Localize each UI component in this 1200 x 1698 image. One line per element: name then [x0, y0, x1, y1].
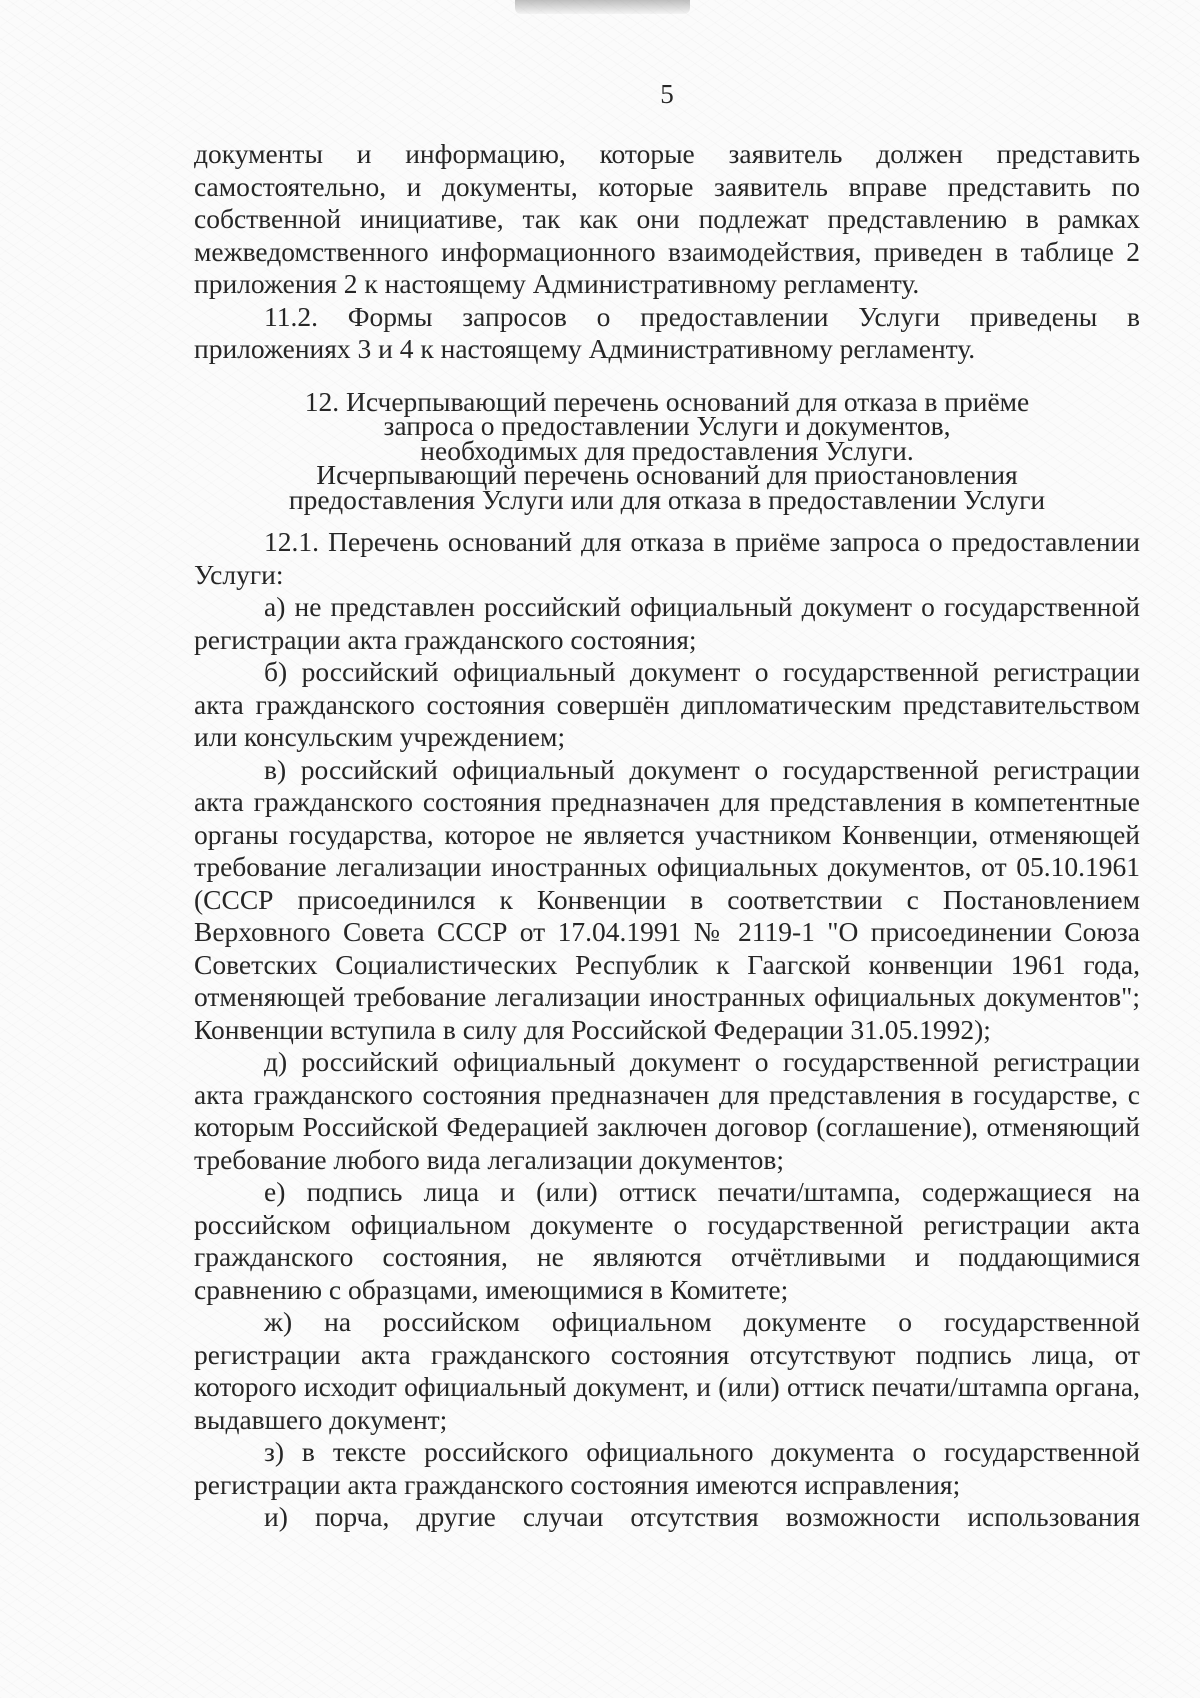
section-heading-line: 12. Исчерпывающий перечень оснований для отказа в приёме	[304, 385, 1030, 417]
section-heading-line: запроса о предоставлении Услуги и документов,	[383, 410, 951, 441]
section-12-heading	[194, 378, 1140, 527]
list-item-z: з) в тексте российского официального документа о государственной регистрации акта гражданского состояния имеются исправления;	[194, 1436, 1140, 1500]
list-item-b: б) российский официальный документ о государственной регистрации акта гражданского состояния совершён дипломатическим представительством или консульским учреждением;	[194, 656, 1140, 752]
paragraph-12-1: 12.1. Перечень оснований для отказа в приёме запроса о предоставлении Услуги:	[194, 526, 1140, 590]
paragraph-11-2: 11.2. Формы запросов о предоставлении Услуги приведены в приложениях 3 и 4 к настоящему Административному регламенту.	[194, 300, 1140, 364]
section-heading-line: Исчерпывающий перечень оснований для приостановления	[316, 459, 1018, 490]
list-item-i: и) порча, другие случаи отсутствия возможности использования	[264, 1501, 1140, 1532]
section-heading-line: предоставления Услуги или для отказа в предоставлении Услуги	[288, 483, 1046, 515]
section-heading-line: необходимых для предоставления Услуги.	[420, 434, 914, 466]
list-item-e: е) подпись лица и (или) оттиск печати/штампа, содержащиеся на российском официальном документе о государственной регистрации акта гражданского состояния, не являются отчётливыми и поддающимися сравнению с образцами, имеющимися в Комитете;	[194, 1176, 1140, 1305]
list-item-v: в) российский официальный документ о государственной регистрации акта гражданского состояния предназначен для представления в компетентные органы государства, которое не является участником Конвенции, отменяющей требование легализации иностранных официальных документов, от 05.10.1961 (СССР присоединился к Конвенции в соответствии с Постановлением Верховного Совета СССР от 17.04.1991 № 2119-1 "О присоединении Союза Советских Социалистических Республик к Гаагской конвенции 1961 года, отменяющей требование легализации иностранных официальных документов"; Конвенции вступила в силу для Российской Федерации 31.05.1992);	[194, 753, 1140, 1045]
list-item-d: д) российский официальный документ о государственной регистрации акта гражданского состояния предназначен для представления в государстве, с которым Российской Федерацией заключен договор (соглашение), отменяющий требование любого вида легализации документов;	[194, 1046, 1140, 1175]
scan-artifact	[515, 0, 690, 14]
list-item-zh: ж) на российском официальном документе о государственной регистрации акта гражданского состояния отсутствуют подпись лица, от которого исходит официальный документ, и (или) оттиск печати/штампа органа, выдавшего документ;	[194, 1306, 1140, 1435]
intro-paragraph: документы и информацию, которые заявитель должен представить самостоятельно, и документы, которые заявитель вправе представить по собственной инициативе, так как они подлежат представлению в рамках межведомственного информационного взаимодействия, приведен в таблице 2 приложения 2 к настоящему Административному регламенту.	[194, 138, 1140, 299]
body-text	[194, 138, 1140, 1534]
page-number: 5	[660, 79, 674, 109]
list-item-a: а) не представлен российский официальный документ о государственной регистрации акта гражданского состояния;	[194, 591, 1140, 655]
